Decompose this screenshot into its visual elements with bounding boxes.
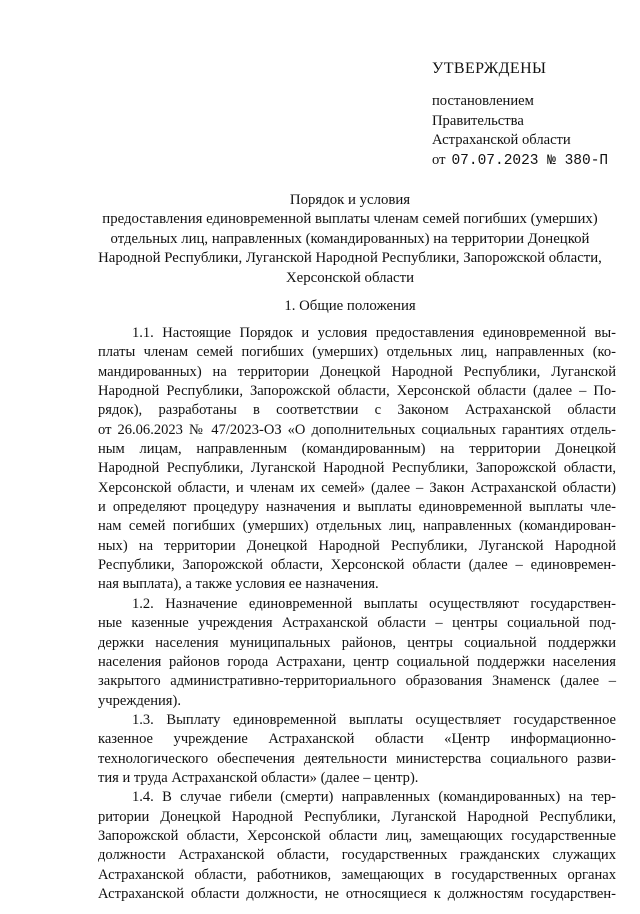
- approval-line-2: Правительства: [432, 112, 524, 129]
- approval-heading: УТВЕРЖДЕНЫ: [432, 60, 547, 77]
- paragraph-line: Запорожской области, Херсонской области лиц, замещающих государственные: [98, 827, 616, 844]
- paragraph-line: Херсонской области, и членам их семей» (далее – Закон Астраханской области): [98, 479, 616, 496]
- title-line-5: Херсонской области: [285, 269, 415, 286]
- paragraph-line: Астраханской области, работников, замещающих в государственных органах: [98, 866, 616, 883]
- approval-block: [432, 92, 608, 171]
- paragraph-line: закрытого административно-территориального образования Знаменск (далее –: [98, 673, 616, 690]
- paragraph-1-1: [98, 324, 616, 595]
- section-heading: 1. Общие положения: [284, 298, 416, 314]
- title-line-3: отдельных лиц, направленных (командированных) на территории Донецкой: [110, 230, 590, 247]
- paragraph-line: учреждения).: [98, 692, 181, 709]
- approval-date-prefix: от: [432, 151, 446, 168]
- paragraph-line: ных) на территории Донецкой Народной Республики, Луганской Народной: [98, 537, 616, 554]
- paragraph-line: и определяют процедуру назначения и выплаты единовременной выплаты чле-: [98, 499, 616, 516]
- paragraph-line: 1.2. Назначение единовременной выплаты осуществляют государствен-: [132, 595, 616, 612]
- paragraph-line: 1.3. Выплату единовременной выплаты осуществляет государственное: [132, 711, 616, 728]
- paragraph-line: платы членам семей погибших (умерших) отдельных лиц, направленных (ко-: [98, 344, 616, 361]
- paragraph-line: Республики, Запорожской области, Херсонской области (далее – единовремен-: [98, 557, 616, 574]
- paragraph-line: ные казенные учреждения Астраханской области – центры социальной под-: [98, 615, 616, 632]
- paragraph-line: технологического обеспечения деятельности министерства социального разви-: [98, 750, 616, 767]
- paragraph-line: держки населения муниципальных районов, центры социальной поддержки: [98, 634, 616, 651]
- paragraph-line: Народной Республики, Запорожской области, Херсонской области (далее – По-: [98, 383, 616, 400]
- paragraph-1-4: [98, 788, 616, 904]
- approval-date-line: [432, 151, 608, 172]
- paragraph-line: от 26.06.2023 № 47/2023-ОЗ «О дополнительных социальных гарантиях отдель-: [98, 421, 616, 438]
- paragraph-line: Народной Республики, Луганской Народной Республики, Запорожской области,: [98, 460, 616, 477]
- paragraph-line: ным лицам, направленным (командированным) на территории Донецкой: [98, 441, 616, 458]
- paragraph-line: казенное учреждение Астраханской области «Центр информационно-: [98, 731, 616, 748]
- paragraph-1-3: [98, 711, 616, 788]
- title-line-1: Порядок и условия: [289, 192, 411, 208]
- paragraph-line: тия и труда Астраханской области» (далее – центр).: [98, 769, 419, 786]
- paragraph-line: должности Астраханской области, государственных гражданских служащих: [98, 847, 616, 864]
- paragraph-line: ритории Донецкой Народной Республики, Луганской Народной Республики,: [98, 808, 616, 825]
- paragraph-line: нам семей погибших (умерших) отдельных лиц, направленных (командирован-: [98, 518, 616, 535]
- paragraph-line: ная выплата), а также условия ее назначения.: [98, 576, 379, 593]
- paragraph-line: мандированных) на территории Донецкой Народной Республики, Луганской: [98, 363, 616, 380]
- title-line-4: Народной Республики, Луганской Народной Республики, Запорожской области,: [98, 250, 602, 267]
- paragraph-line: рядок), разработаны в соответствии с Законом Астраханской области: [98, 402, 616, 419]
- paragraph-line: 1.1. Настоящие Порядок и условия предоставления единовременной вы-: [132, 325, 616, 341]
- approval-line-1: постановлением: [432, 93, 534, 109]
- paragraph-line: 1.4. В случае гибели (смерти) направленных (командированных) на тер-: [132, 789, 616, 806]
- paragraph-1-2: [98, 595, 616, 711]
- paragraph-line: населения районов города Астрахани, центр социальной поддержки населения: [98, 653, 616, 670]
- approval-line-3: Астраханской области: [432, 132, 571, 148]
- title-line-2: предоставления единовременной выплаты членам семей погибших (умерших): [102, 211, 598, 228]
- document-body: [98, 324, 616, 904]
- approval-date-value: 07.07.2023 № 380-П: [451, 152, 609, 169]
- document-title: [80, 191, 620, 288]
- paragraph-line: Астраханской области должности, не относящиеся к должностям государствен-: [98, 885, 616, 902]
